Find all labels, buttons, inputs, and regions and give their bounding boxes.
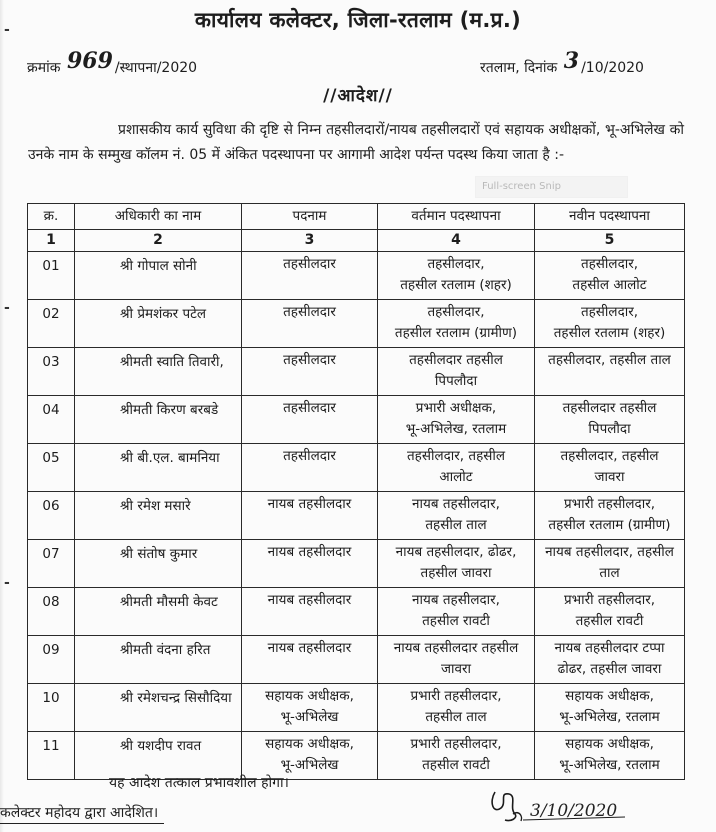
cell-designation: नायब तहसीलदार [242, 492, 378, 540]
cell-current-posting: प्रभारी तहसीलदार, तहसील ताल [378, 684, 535, 732]
table-row [28, 636, 685, 684]
table-body [28, 252, 685, 780]
cell-designation: तहसीलदार [242, 444, 378, 492]
cell-officer-name: श्रीमती वंदना हरित [75, 636, 242, 684]
snip-tooltip: Full-screen Snip [475, 176, 628, 198]
cell-officer-name: श्री गोपाल सोनी [75, 252, 242, 300]
cell-designation: तहसीलदार [242, 396, 378, 444]
cell-new-posting: सहायक अधीक्षक, भू-अभिलेख, रतलाम [535, 732, 685, 780]
date-rest: /10/2020 [581, 60, 644, 76]
column-number: 1 [28, 230, 75, 252]
cell-current-posting: प्रभारी अधीक्षक, भू-अभिलेख, रतलाम [378, 396, 535, 444]
column-number: 4 [378, 230, 535, 252]
cell-new-posting: नायब तहसीलदार, तहसील ताल [535, 540, 685, 588]
cell-designation: तहसीलदार [242, 348, 378, 396]
table-row [28, 444, 685, 492]
cell-officer-name: श्री रमेशचन्द्र सिसौदिया [75, 684, 242, 732]
cell-designation: तहसीलदार [242, 252, 378, 300]
cell-serial: 05 [28, 444, 75, 492]
side-margin-mark: - [4, 575, 10, 591]
cell-new-posting: प्रभारी तहसीलदार, तहसील रावटी [535, 588, 685, 636]
side-margin-mark: - [4, 22, 10, 38]
cell-designation: तहसीलदार [242, 300, 378, 348]
reference-prefix: क्रमांक [27, 60, 61, 76]
signature-date: 3/10/2020 [530, 801, 618, 821]
cell-new-posting: तहसीलदार, तहसील जावरा [535, 444, 685, 492]
header-new-posting: नवीन पदस्थापना [535, 204, 685, 230]
table-column-number-row [28, 230, 685, 252]
date-handwritten-day: 3 [563, 48, 580, 74]
table-row [28, 300, 685, 348]
cell-officer-name: श्रीमती स्वाति तिवारी, [75, 348, 242, 396]
table-row [28, 588, 685, 636]
cell-new-posting: प्रभारी तहसीलदार, तहसील रतलाम (ग्रामीण) [535, 492, 685, 540]
cell-officer-name: श्रीमती मौसमी केवट [75, 588, 242, 636]
header-designation: पदनाम [242, 204, 378, 230]
cell-new-posting: तहसीलदार तहसील पिपलौदा [535, 396, 685, 444]
cell-officer-name: श्रीमती किरण बरबडे [75, 396, 242, 444]
cell-serial: 10 [28, 684, 75, 732]
reference-suffix: /स्थापना/2020 [114, 60, 198, 76]
order-heading: //आदेश// [323, 86, 393, 106]
column-number: 2 [75, 230, 242, 252]
cell-current-posting: प्रभारी तहसीलदार, तहसील रावटी [378, 732, 535, 780]
cell-serial: 02 [28, 300, 75, 348]
cell-current-posting: तहसीलदार, तहसील रतलाम (शहर) [378, 252, 535, 300]
reference-number [27, 48, 198, 78]
cell-new-posting: तहसीलदार, तहसील ताल [535, 348, 685, 396]
cell-current-posting: नायब तहसीलदार, ढोढर, तहसील जावरा [378, 540, 535, 588]
page-edge-shadow [0, 0, 4, 832]
column-number: 3 [242, 230, 378, 252]
cell-serial: 03 [28, 348, 75, 396]
table-row [28, 540, 685, 588]
column-number: 5 [535, 230, 685, 252]
place-date-prefix: रतलाम, दिनांक [480, 60, 558, 76]
cell-serial: 06 [28, 492, 75, 540]
cell-serial: 08 [28, 588, 75, 636]
cell-new-posting: तहसीलदार, तहसील रतलाम (शहर) [535, 300, 685, 348]
cell-officer-name: श्री प्रेमशंकर पटेल [75, 300, 242, 348]
cell-current-posting: तहसीलदार, तहसील रतलाम (ग्रामीण) [378, 300, 535, 348]
cell-serial: 04 [28, 396, 75, 444]
cell-designation: सहायक अधीक्षक, भू-अभिलेख [242, 732, 378, 780]
office-title: कार्यालय कलेक्टर, जिला-रतलाम (म.प्र.) [194, 8, 522, 32]
transfer-table [27, 203, 685, 780]
table-row [28, 348, 685, 396]
cell-officer-name: श्री संतोष कुमार [75, 540, 242, 588]
cell-new-posting: तहसीलदार, तहसील आलोट [535, 252, 685, 300]
reference-handwritten-number: 969 [66, 48, 113, 74]
cell-officer-name: श्री रमेश मसारे [75, 492, 242, 540]
cell-officer-name: श्री यशदीप रावत [75, 732, 242, 780]
place-date [480, 48, 644, 78]
header-serial: क्र. [28, 204, 75, 230]
table-row [28, 492, 685, 540]
header-current-posting: वर्तमान पदस्थापना [378, 204, 535, 230]
table-row [28, 684, 685, 732]
cell-serial: 01 [28, 252, 75, 300]
cell-designation: नायब तहसीलदार [242, 636, 378, 684]
header-officer-name: अधिकारी का नाम [75, 204, 242, 230]
signed-by-line: कलेक्टर महोदय द्वारा आदेशित। [0, 803, 164, 824]
table-header-row [28, 204, 685, 230]
table-row [28, 396, 685, 444]
table-row [28, 252, 685, 300]
cell-new-posting: नायब तहसीलदार टप्पा ढोढर, तहसील जावरा [535, 636, 685, 684]
cell-current-posting: नायब तहसीलदार तहसील जावरा [378, 636, 535, 684]
cell-serial: 07 [28, 540, 75, 588]
cell-designation: नायब तहसीलदार [242, 588, 378, 636]
cell-current-posting: नायब तहसीलदार, तहसील ताल [378, 492, 535, 540]
cell-officer-name: श्री बी.एल. बामनिया [75, 444, 242, 492]
cell-current-posting: नायब तहसीलदार, तहसील रावटी [378, 588, 535, 636]
cell-new-posting: सहायक अधीक्षक, भू-अभिलेख, रतलाम [535, 684, 685, 732]
cell-serial: 11 [28, 732, 75, 780]
cell-designation: सहायक अधीक्षक, भू-अभिलेख [242, 684, 378, 732]
side-margin-mark: - [4, 300, 10, 316]
cell-serial: 09 [28, 636, 75, 684]
cell-current-posting: तहसीलदार तहसील पिपलौदा [378, 348, 535, 396]
cell-designation: नायब तहसीलदार [242, 540, 378, 588]
order-body-paragraph: प्रशासकीय कार्य सुविधा की दृष्टि से निम्न तहसीलदारों/नायब तहसीलदारों एवं सहायक अधीक्षकों, भू-अभिलेख को उनके नाम के सम्मुख कॉलम नं. 05 में अंकित पदस्थापना पर आगामी आदेश पर्यन्त पदस्थ किया जाता है :- [28, 122, 684, 163]
cell-current-posting: तहसीलदार, तहसील आलोट [378, 444, 535, 492]
closing-statement: यह आदेश तत्काल प्रभावशील होगा। [109, 775, 289, 791]
